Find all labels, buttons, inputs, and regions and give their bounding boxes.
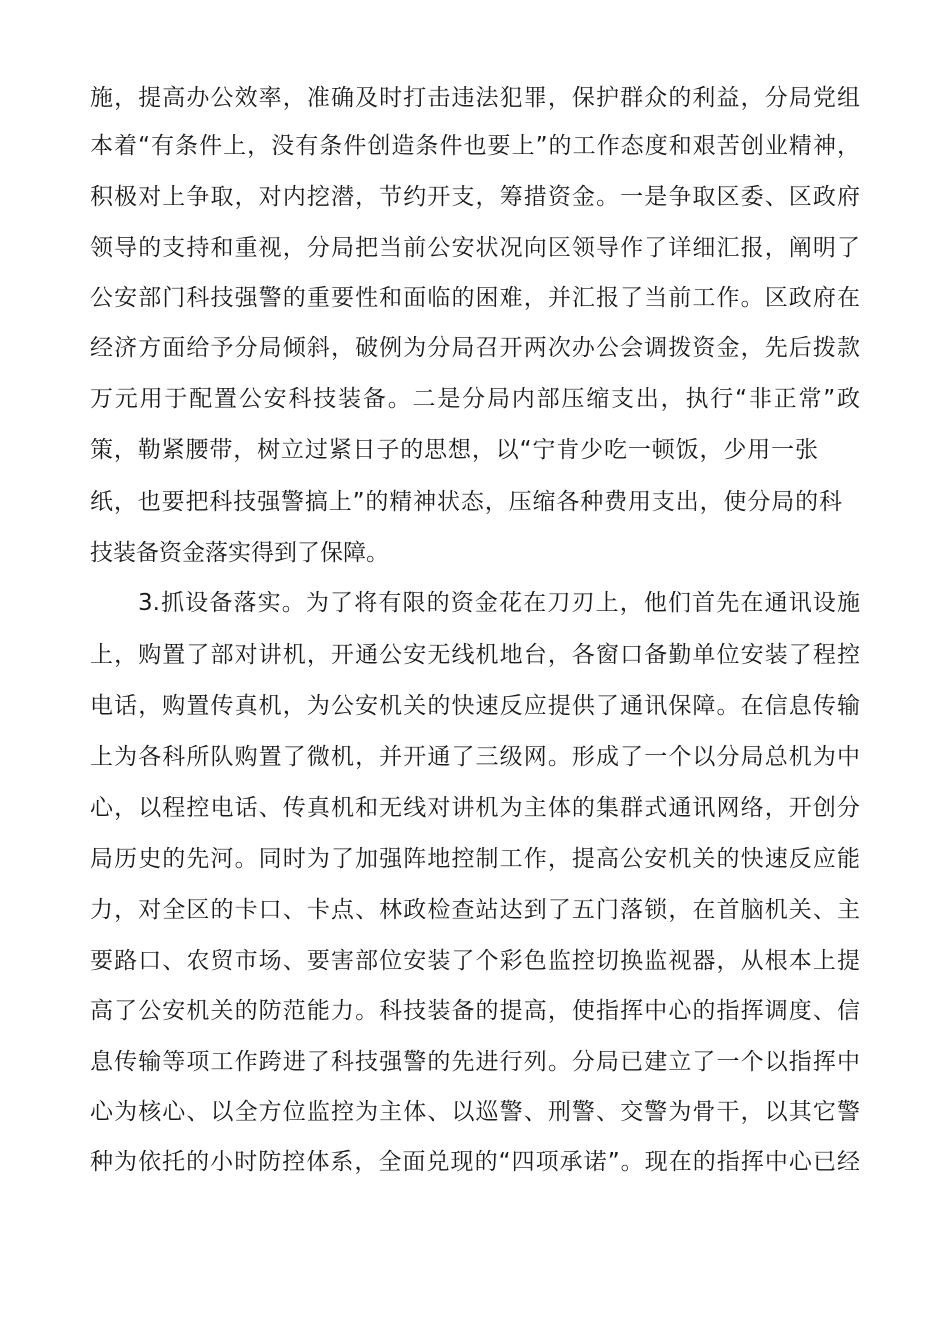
text-line: 公安部门科技强警的重要性和面临的困难，并汇报了当前工作。区政府在 xyxy=(90,285,860,311)
text-line: 要路口、农贸市场、要害部位安装了个彩色监控切换监视器，从根本上提 xyxy=(90,948,860,974)
text-line: 领导的支持和重视，分局把当前公安状况向区领导作了详细汇报，阐明了 xyxy=(90,235,860,261)
text-line: 局历史的先河。同时为了加强阵地控制工作，提高公安机关的快速反应能 xyxy=(90,846,860,872)
text-line: 万元用于配置公安科技装备。二是分局内部压缩支出，执行“非正常”政 xyxy=(90,386,860,412)
text-line: 上为各科所队购置了微机，并开通了三级网。形成了一个以分局总机为中 xyxy=(90,744,860,770)
text-line: 3.抓设备落实。为了将有限的资金花在刀刃上，他们首先在通讯设施 xyxy=(138,590,860,616)
text-line: 纸，也要把科技强警搞上”的精神状态，压缩各种费用支出，使分局的科 xyxy=(90,489,842,515)
text-line: 上，购置了部对讲机，开通公安无线机地台，各窗口备勤单位安装了程控 xyxy=(90,642,860,668)
text-line: 经济方面给予分局倾斜，破例为分局召开两次办公会调拨资金，先后拨款 xyxy=(90,335,860,361)
text-line: 技装备资金落实得到了保障。 xyxy=(90,540,389,566)
text-line: 施，提高办公效率，准确及时打击违法犯罪，保护群众的利益，分局党组 xyxy=(90,85,860,111)
text-line: 息传输等项工作跨进了科技强警的先进行列。分局已建立了一个以指挥中 xyxy=(90,1049,860,1075)
text-line: 力，对全区的卡口、卡点、林政检查站达到了五门落锁，在首脑机关、主 xyxy=(90,897,860,923)
text-line: 高了公安机关的防范能力。科技装备的提高，使指挥中心的指挥调度、信 xyxy=(90,998,860,1024)
text-line: 本着“有条件上，没有条件创造条件也要上”的工作态度和艰苦创业精神， xyxy=(90,133,860,159)
text-line: 电话，购置传真机，为公安机关的快速反应提供了通讯保障。在信息传输 xyxy=(90,693,860,719)
text-line: 心，以程控电话、传真机和无线对讲机为主体的集群式通讯网络，开创分 xyxy=(90,795,860,821)
text-line: 种为依托的小时防控体系，全面兑现的“四项承诺”。现在的指挥中心已经 xyxy=(90,1149,860,1175)
text-line: 心为核心、以全方位监控为主体、以巡警、刑警、交警为骨干，以其它警 xyxy=(90,1099,860,1125)
text-line: 积极对上争取，对内挖潜，节约开支，筹措资金。一是争取区委、区政府 xyxy=(90,184,860,210)
text-line: 策，勒紧腰带，树立过紧日子的思想，以“宁肯少吃一顿饭，少用一张 xyxy=(90,437,818,463)
